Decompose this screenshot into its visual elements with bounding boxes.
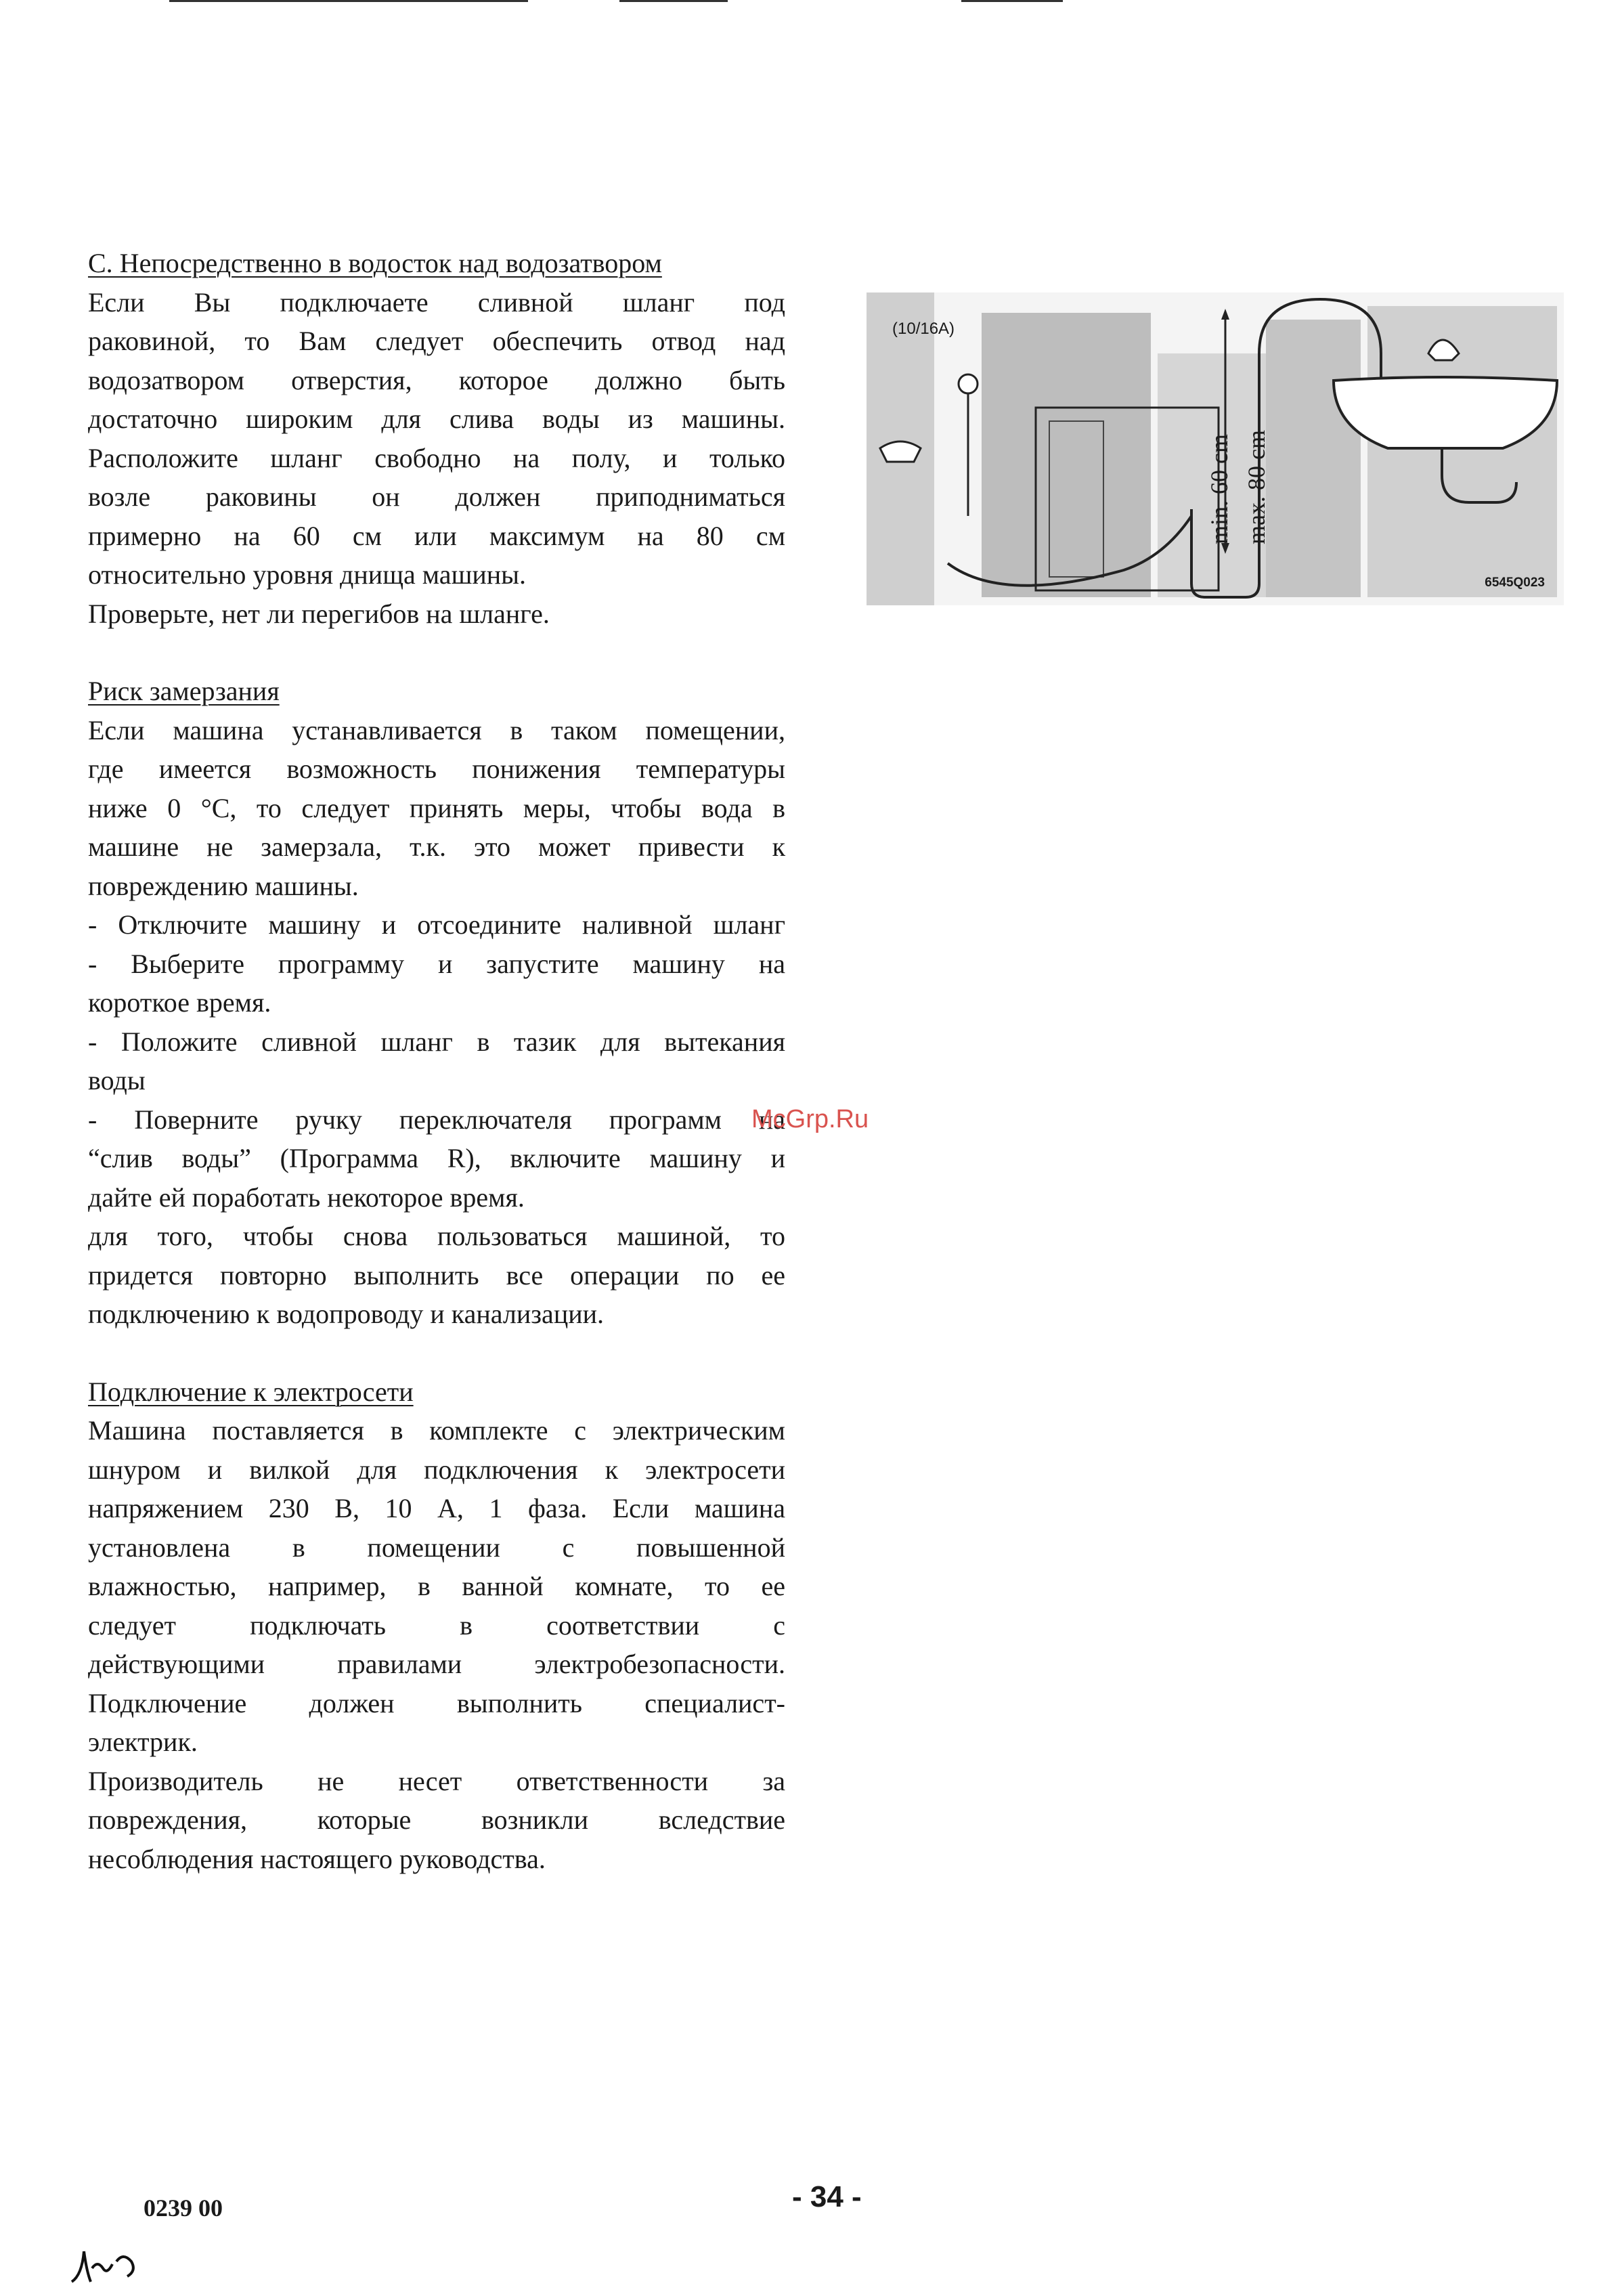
freezing-after: подключению к водопроводу и канализации. (88, 1299, 605, 1329)
section-c-heading: С. Непосредственно в водосток над водозатвором (88, 248, 662, 278)
freezing-line: машине не замерзала, т.к. это может привести к (88, 831, 785, 862)
freezing-line: Если машина устанавливается в таком помещении, (88, 714, 785, 745)
scan-top-line-2 (619, 0, 728, 2)
electric-liability: несоблюдения настоящего руководства. (88, 1843, 546, 1874)
scan-top-line-3 (961, 0, 1063, 2)
freezing-step: - Поверните ручку переключателя программ на (88, 1104, 785, 1135)
electric-line: действующими правилами электробезопасности. (88, 1649, 785, 1679)
freezing-after: для того, чтобы снова пользоваться машиной, то (88, 1221, 785, 1251)
section-c-line: относительно уровня днища машины. (88, 559, 527, 590)
electric-liability: Производитель не несет ответственности за (88, 1765, 785, 1796)
section-c-line: Расположите шланг свободно на полу, и только (88, 442, 785, 473)
freezing-step: - Выберите программу и запустите машину на (88, 948, 785, 979)
watermark: McGrp.Ru (751, 1105, 869, 1133)
electric-heading: Подключение к электросети (88, 1376, 414, 1407)
section-c-line: водозатвором отверстия, которое должно быть (88, 364, 785, 395)
freezing-line: повреждению машины. (88, 870, 359, 901)
section-c-line: Если Вы подключаете сливной шланг под (88, 286, 785, 318)
freezing-line: где имеется возможность понижения температуры (88, 754, 785, 784)
freezing-step: - Отключите машину и отсоедините наливной шланг (88, 909, 785, 940)
freezing-step: - Положите сливной шланг в тазик для вытекания (88, 1026, 785, 1057)
section-c-line: раковиной, то Вам следует обеспечить отвод над (88, 326, 785, 356)
tap-current-label: (10/16A) (892, 320, 955, 338)
document-code: 0239 00 (144, 2194, 223, 2222)
section-c-line: достаточно широким для слива воды из машины. (88, 404, 785, 434)
handwritten-mark (65, 2241, 173, 2289)
main-text-column (88, 244, 785, 1878)
electric-line: установлена в помещении с повышенной (88, 1532, 785, 1563)
min-height-label: min. 60 cm (1206, 434, 1233, 544)
figure-code: 6545Q023 (1485, 576, 1545, 590)
freezing-after: придется повторно выполнить все операции по ее (88, 1259, 785, 1291)
freezing-step: воды (88, 1065, 146, 1096)
electric-line: Машина поставляется в комплекте с электрическим (88, 1415, 785, 1446)
electric-line: следует подключать в соответствии с (88, 1609, 785, 1641)
section-c-check: Проверьте, нет ли перегибов на шланге. (88, 598, 550, 629)
freezing-line: ниже 0 °С, то следует принять меры, чтобы вода в (88, 792, 785, 823)
electric-line: влажностью, например, в ванной комнате, то ее (88, 1571, 785, 1601)
electric-line: напряжением 230 В, 10 А, 1 фаза. Если машина (88, 1493, 785, 1523)
max-height-label: max. 80 cm (1243, 430, 1270, 544)
section-c-line: примерно на 60 см или максимум на 80 см (88, 520, 785, 551)
section-c-line: возле раковины он должен приподниматься (88, 481, 785, 512)
drain-hose-diagram (867, 293, 1564, 605)
electric-liability: повреждения, которые возникли вследствие (88, 1804, 785, 1835)
scan-top-line-1 (169, 0, 528, 2)
electric-line: электрик. (88, 1727, 198, 1757)
electric-line: шнуром и вилкой для подключения к электросети (88, 1454, 785, 1485)
freezing-step: дайте ей поработать некоторое время. (88, 1182, 525, 1213)
freezing-step: “слив воды” (Программа R), включите машину и (88, 1143, 785, 1173)
freezing-heading: Риск замерзания (88, 676, 280, 706)
electric-line: Подключение должен выполнить специалист- (88, 1687, 785, 1718)
freezing-step: короткое время. (88, 987, 271, 1018)
page-number: - 34 - (792, 2180, 862, 2213)
